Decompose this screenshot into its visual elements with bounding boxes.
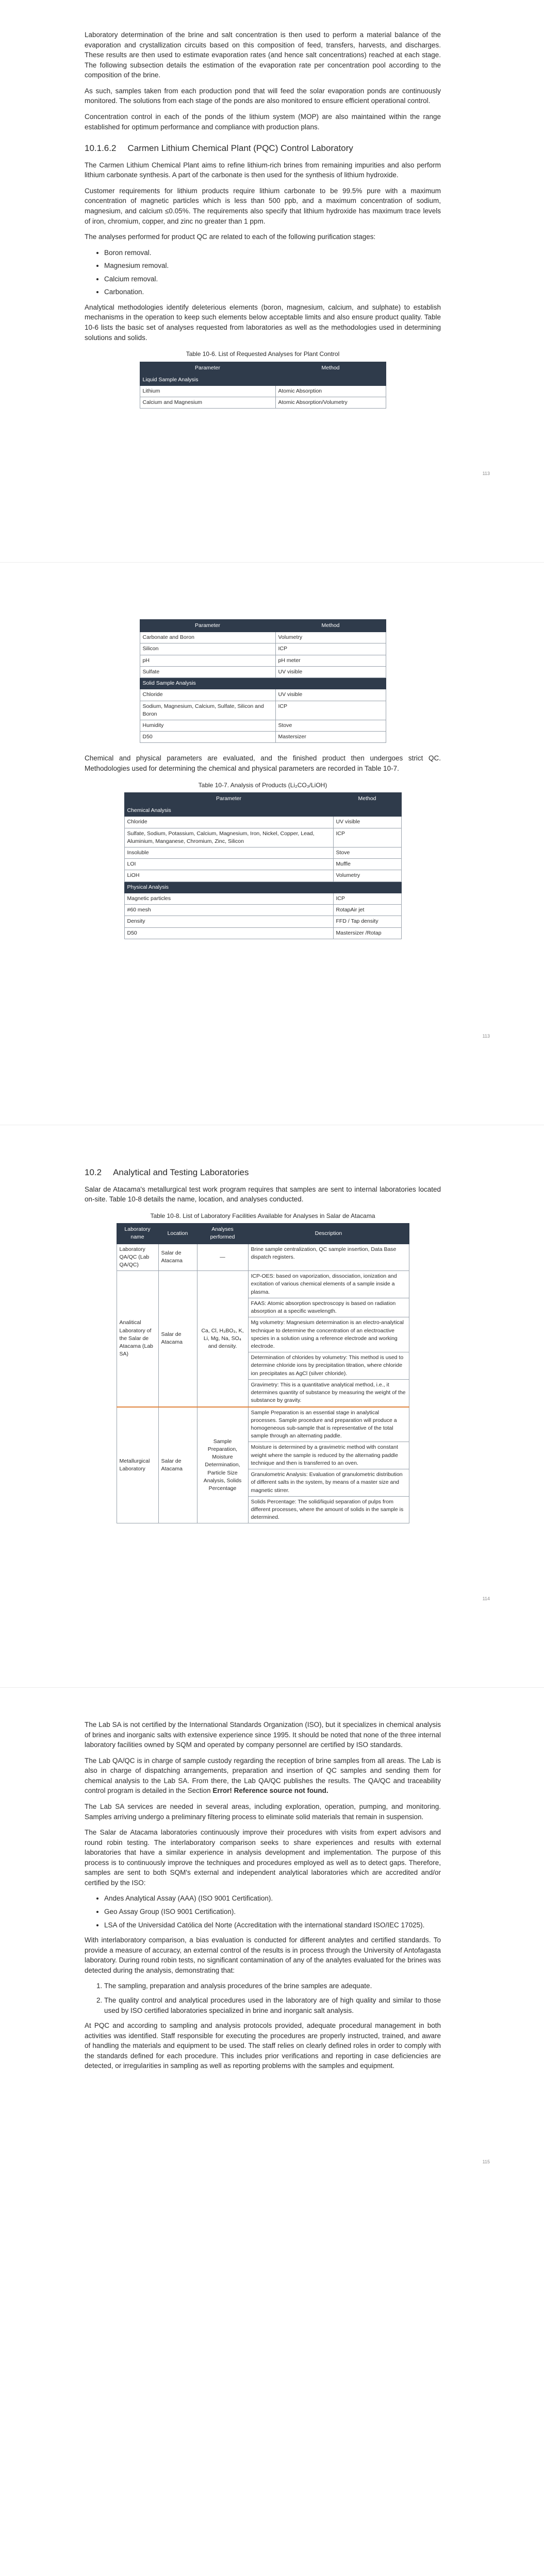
lab-name-cell: Laboratory QA/QC (Lab QA/QC) xyxy=(117,1244,158,1271)
list-item: • Andes Analytical Assay (AAA) (ISO 9001 Certification). xyxy=(104,1893,441,1904)
lab-name-cell: Metallurgical Laboratory xyxy=(117,1407,158,1523)
table-row xyxy=(140,720,386,731)
table-caption: Table 10-6. List of Requested Analyses for Plant Control xyxy=(186,350,340,358)
table-cell: Sulfate, Sodium, Potassium, Calcium, Magnesium, Iron, Nickel, Copper, Lead, Aluminium, Manganese, Chromium, Zinc, Silicon xyxy=(124,828,333,847)
table-section-row xyxy=(140,374,386,385)
section-number: 10.2 xyxy=(85,1167,102,1177)
list-item: • Geo Assay Group (ISO 9001 Certification). xyxy=(104,1907,441,1917)
table-cell: Volumetry xyxy=(333,870,401,882)
table-cell: Atomic Absorption xyxy=(275,385,386,397)
paragraph: As such, samples taken from each production pond that will feed the solar evaporation ponds are continuously monitored. The solutions from each stage of the ponds are also monitored to ensure efficient operational control. xyxy=(85,87,441,105)
paragraph: Concentration control in each of the ponds of the lithium system (MOP) are also maintained within the range established for optimum performance and compliance with production plans. xyxy=(85,112,441,131)
table-cell: Sulfate xyxy=(140,666,275,677)
table-header-row xyxy=(140,620,386,632)
table-cell: ICP xyxy=(275,643,386,655)
paragraph: The Salar de Atacama laboratories continuously improve their procedures with visits from expert advisors and round robin testing. The interlaboratory comparison seeks to share experiences and results with external laboratories that have a similar experience in analysis development and implementation. The purpose of this process is to continuously improve the techniques and procedures employed as well as to detect gaps. Therefore, samples are sent to both SQM's external and independent analytical laboratories which are accredited and/or certified by the ISO: xyxy=(85,1828,441,1887)
table-cell: Magnetic particles xyxy=(124,893,333,904)
table-cell: Muffle xyxy=(333,859,401,870)
list-item: • Carbonation. xyxy=(104,287,441,297)
list-item: 1. The sampling, preparation and analysis procedures of the brine samples are adequate. xyxy=(104,1981,441,1991)
table-cell: Sodium, Magnesium, Calcium, Sulfate, Silicon and Boron xyxy=(140,701,275,720)
table-row xyxy=(140,385,386,397)
paragraph: Laboratory determination of the brine and salt concentration is then used to perform a material balance of the evaporation and crystallization circuits based on this composition of feed, transfers, harvests, and discharges. These results are then used to estimate evaporation rates (and hence salt concentrations) reached at each stage. The following subsection details the estimation of the evaporation rate per concentration pool according to the composition of the brine. xyxy=(85,31,441,79)
table-row xyxy=(124,927,401,939)
laboratory-facilities-table xyxy=(117,1223,409,1523)
lab-description-cell: Determination of chlorides by volumetry: This method is used to determine chloride ions by precipitation titration, where chloride ion precipitates as AgCl (silver chloride). xyxy=(248,1352,409,1380)
column-header: Description xyxy=(248,1224,409,1244)
table-cell: Volumetry xyxy=(275,632,386,643)
table-cell: ICP xyxy=(275,701,386,720)
page-number: 113 xyxy=(482,1033,490,1039)
plant-control-table xyxy=(140,362,386,409)
table-cell: Insoluble xyxy=(124,848,333,859)
paragraph: At PQC and according to sampling and analysis protocols provided, adequate procedural management in both activities was identified. Staff responsible for executing the procedures are properly instructed, trained, and aware of handling the materials and equipment to be used. The staff relies on clearly defined roles in order to comply with the standards defined for each procedure. This includes prior verifications and reporting in case deficiencies are detected, or irregularities in sampling as well as reporting problems with the samples and equipment. xyxy=(85,2022,441,2070)
table-cell: Chloride xyxy=(140,689,275,701)
section-heading xyxy=(85,1166,441,1179)
paragraph: The analyses performed for product QC are related to each of the following purification stages: xyxy=(85,233,376,241)
lab-location-cell: Salar de Atacama xyxy=(158,1271,197,1407)
table-header-row xyxy=(140,362,386,374)
table-row xyxy=(140,732,386,743)
table-row xyxy=(140,701,386,720)
table-section-row xyxy=(140,678,386,689)
table-row xyxy=(140,397,386,409)
lab-description-cell: Mg volumetry: Magnesium determination is an electro-analytical technique to determine the concentration of an electroactive species in a solution using a reference electrode and working electrode. xyxy=(248,1317,409,1352)
paragraph xyxy=(85,1756,441,1796)
column-header: Location xyxy=(158,1224,197,1244)
column-header: Laboratory name xyxy=(117,1224,158,1244)
table-section-label: Chemical Analysis xyxy=(124,805,401,817)
table-cell: D50 xyxy=(140,732,275,743)
table-caption: Table 10-7. Analysis of Products (Li₂CO₃/LiOH) xyxy=(198,781,327,789)
paragraph: Salar de Atacama's metallurgical test work program requires that samples are sent to internal laboratories located on-site. Table 10-8 details the name, location, and analyses conducted. xyxy=(85,1185,441,1204)
column-header: Method xyxy=(333,792,401,805)
table-cell: ICP xyxy=(333,828,401,847)
section-heading xyxy=(85,142,441,155)
page-number: 113 xyxy=(482,470,490,476)
lab-name-cell: Analitical Laboratory of the Salar de Atacama (Lab SA) xyxy=(117,1271,158,1407)
paragraph: The Carmen Lithium Chemical Plant aims to refine lithium-rich brines from remaining impurities and also perform lithium carbonate synthesis. A part of the carbonate is then used for the synthesis of lithium hydroxide. xyxy=(85,161,441,179)
table-cell: Density xyxy=(124,916,333,927)
column-header: Method xyxy=(275,620,386,632)
page-number: 115 xyxy=(482,2159,490,2164)
table-row xyxy=(117,1244,409,1271)
lab-analyses-cell: — xyxy=(197,1244,248,1271)
lab-analyses-cell: Sample Preparation, Moisture Determination, Particle Size Analysis, Solids Percentage xyxy=(197,1407,248,1523)
document-page-2 xyxy=(0,563,544,1125)
document-page-4 xyxy=(0,1688,544,2250)
products-analysis-table xyxy=(124,792,402,939)
table-cell: RotapAir jet xyxy=(333,905,401,916)
table-section-label: Liquid Sample Analysis xyxy=(140,374,386,385)
lab-location-cell: Salar de Atacama xyxy=(158,1407,197,1523)
column-header: Parameter xyxy=(140,362,275,374)
list-item: • LSA of the Universidad Católica del Norte (Accreditation with the international standard ISO/IEC 17025). xyxy=(104,1920,441,1930)
table-row xyxy=(124,916,401,927)
table-cell: Chloride xyxy=(124,817,333,828)
list-item: • Magnesium removal. xyxy=(104,261,441,271)
table-row xyxy=(117,1271,409,1298)
table-row xyxy=(140,643,386,655)
table-cell: Calcium and Magnesium xyxy=(140,397,275,409)
lab-analyses-cell: Ca, Cl, H₃BO₃, K, Li, Mg, Na, SO₄ and density. xyxy=(197,1271,248,1407)
table-row xyxy=(124,893,401,904)
table-row xyxy=(124,817,401,828)
table-cell: LiOH xyxy=(124,870,333,882)
table-cell: Humidity xyxy=(140,720,275,731)
table-row xyxy=(140,632,386,643)
table-cell: UV visible xyxy=(275,689,386,701)
table-cell: FFD / Tap density xyxy=(333,916,401,927)
table-cell: Silicon xyxy=(140,643,275,655)
paragraph: Customer requirements for lithium products require lithium carbonate to be 99.5% pure with a maximum concentration of magnetic particles which is less than 500 ppb, and a maximum concentration of sodium, magnesium, and calcium ≤0.05%. The requirements also specify that lithium hydroxide has maximum trace levels of iron, chromium, copper, and zinc no greater than 1 ppm. xyxy=(85,187,441,225)
table-cell: Atomic Absorption/Volumetry xyxy=(275,397,386,409)
column-header: Analyses performed xyxy=(197,1224,248,1244)
paragraph: Analytical methodologies identify deleterious elements (boron, magnesium, calcium, and sulphate) to establish mechanisms in the operation to keep such elements below acceptable limits and also ensure product quality. Table 10-6 lists the basic set of analyses requested from laboratories as well as the methodologies used in determining solutions and solids. xyxy=(85,303,441,342)
table-header-row xyxy=(117,1224,409,1244)
numbered-list xyxy=(85,1981,441,2015)
plant-control-table-continued xyxy=(140,619,386,743)
document-page-3 xyxy=(0,1125,544,1688)
paragraph: Chemical and physical parameters are evaluated, and the finished product then undergoes strict QC. Methodologies used for determining the chemical and physical parameters are recorded in Table 10-7. xyxy=(85,754,441,772)
table-cell: pH xyxy=(140,655,275,666)
table-cell: UV visible xyxy=(275,666,386,677)
table-cell: Stove xyxy=(333,848,401,859)
table-row xyxy=(124,828,401,847)
table-row xyxy=(140,655,386,666)
lab-description-cell: Brine sample centralization, QC sample insertion, Data Base dispatch registers. xyxy=(248,1244,409,1271)
table-cell: Mastersizer /Rotap xyxy=(333,927,401,939)
paragraph: The Lab SA services are needed in several areas, including exploration, operation, pumping, and monitoring. Samples arriving undergo a preliminary filtering process to eliminate solid materials that remain in suspension. xyxy=(85,1802,441,1821)
document-page-1 xyxy=(0,0,544,563)
lab-description-cell: Moisture is determined by a gravimetric method with constant weight where the sample is reduced by the alternating paddle technique and then is transferred to an oven. xyxy=(248,1442,409,1469)
lab-description-cell: Gravimetry: This is a quantitative analytical method, i.e., it determines quantity of substance by measuring the weight of the substance by gravity. xyxy=(248,1379,409,1406)
column-header: Parameter xyxy=(124,792,333,805)
table-section-label: Physical Analysis xyxy=(124,882,401,893)
table-cell: Lithium xyxy=(140,385,275,397)
section-title: Carmen Lithium Chemical Plant (PQC) Control Laboratory xyxy=(127,143,353,154)
page-number: 114 xyxy=(482,1596,490,1601)
table-row xyxy=(117,1407,409,1442)
lab-description-cell: Sample Preparation is an essential stage in analytical processes. Sample procedure and preparation will produce a homogeneous sub-sample that is representative of the total sample through an alternating paddle. xyxy=(248,1407,409,1442)
table-row xyxy=(124,848,401,859)
paragraph-text: The Lab QA/QC is in charge of sample custody regarding the reception of brine samples from all areas. The Lab is also in charge of dispatching arrangements, preparation and insertion of QC samples and sending them for chemical analysis to the Lab SA. From there, the Lab QA/QC publishes the results. The QA/QC and traceability control program is detailed in the Section xyxy=(85,1756,441,1795)
list-item: • Boron removal. xyxy=(104,248,441,258)
table-cell: LOI xyxy=(124,859,333,870)
table-cell: UV visible xyxy=(333,817,401,828)
lab-description-cell: FAAS: Atomic absorption spectroscopy is based on radiation absorption at a specific wavelength. xyxy=(248,1298,409,1317)
lab-location-cell: Salar de Atacama xyxy=(158,1244,197,1271)
table-section-row xyxy=(124,882,401,893)
column-header: Parameter xyxy=(140,620,275,632)
paragraph: With interlaboratory comparison, a bias evaluation is conducted for different analytes and certified standards. To provide a measure of accuracy, an external control of the results is in process through the University of Antofagasta laboratory. During round robin tests, no significant contamination of any of the analytes evaluated for the brines was detected during the analysis, demonstrating that: xyxy=(85,1936,441,1974)
list-item: • Calcium removal. xyxy=(104,274,441,284)
table-row xyxy=(140,666,386,677)
broken-reference: Error! Reference source not found. xyxy=(212,1787,328,1795)
table-cell: ICP xyxy=(333,893,401,904)
table-cell: D50 xyxy=(124,927,333,939)
lab-description-cell: Granulometric Analysis: Evaluation of granulometric distribution of different salts in the system, by means of a master size and magnetic stirrer. xyxy=(248,1469,409,1497)
section-title: Analytical and Testing Laboratories xyxy=(113,1167,249,1177)
lab-description-cell: Solids Percentage: The solid/liquid separation of pulps from different processes, where the amount of solids in the sample is determined. xyxy=(248,1496,409,1523)
table-row xyxy=(124,905,401,916)
table-header-row xyxy=(124,792,401,805)
column-header: Method xyxy=(275,362,386,374)
table-row xyxy=(124,870,401,882)
bullet-list xyxy=(85,248,441,297)
bullet-list xyxy=(85,1893,441,1930)
table-cell: Stove xyxy=(275,720,386,731)
table-caption: Table 10-8. List of Laboratory Facilities Available for Analyses in Salar de Atacama xyxy=(150,1212,375,1219)
table-row xyxy=(124,859,401,870)
lab-description-cell: ICP-OES: based on vaporization, dissociation, ionization and excitation of various chemical elements of a sample inside a plasma. xyxy=(248,1271,409,1298)
table-cell: #60 mesh xyxy=(124,905,333,916)
section-number: 10.1.6.2 xyxy=(85,143,117,154)
table-section-row xyxy=(124,805,401,817)
table-row xyxy=(140,689,386,701)
table-cell: Mastersizer xyxy=(275,732,386,743)
table-cell: Carbonate and Boron xyxy=(140,632,275,643)
list-item: 2. The quality control and analytical procedures used in the laboratory are of high quality and similar to those used by ISO certified laboratories specialized in brine and inorganic salt analysis. xyxy=(104,1995,441,2015)
paragraph: The Lab SA is not certified by the International Standards Organization (ISO), but it specializes in chemical analysis of brines and inorganic salts with extensive experience since 1995. It should be noted that none of the three internal laboratory facilities owned by SQM and operated by company personnel are certified by ISO standards. xyxy=(85,1721,441,1749)
table-section-label: Solid Sample Analysis xyxy=(140,678,386,689)
table-cell: pH meter xyxy=(275,655,386,666)
